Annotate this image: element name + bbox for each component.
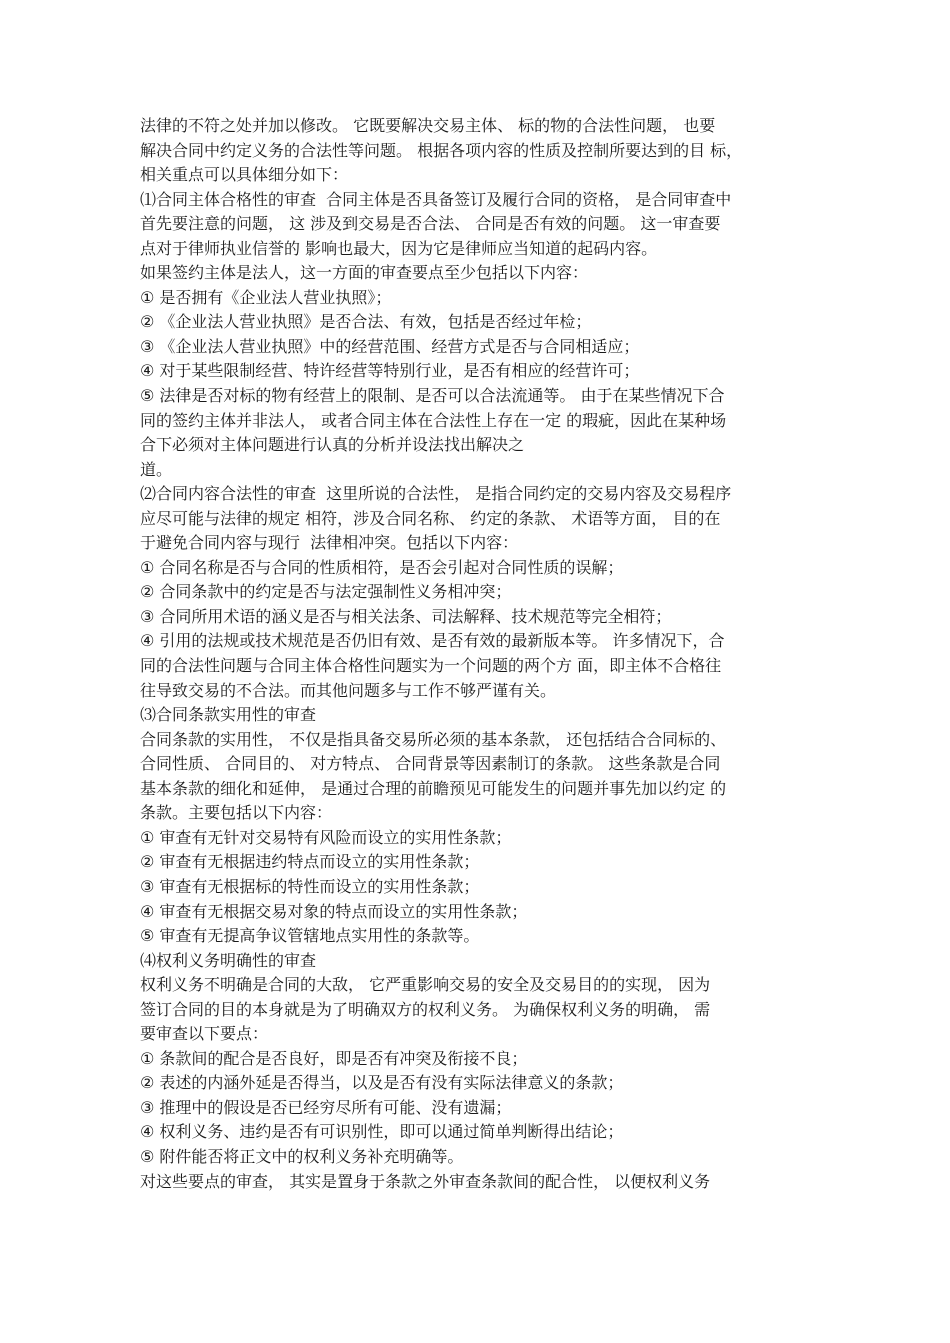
list-item: ③ 合同所用术语的涵义是否与相关法条、司法解释、技术规范等完全相符；: [140, 606, 672, 626]
list-item: ② 合同条款中的约定是否与法定强制性义务相冲突；: [140, 582, 512, 602]
text-line: 首先要注意的问题， 这 涉及到交易是否合法、 合同是否有效的问题。 这一审查要: [140, 214, 721, 234]
text-line: 合下必须对主体问题进行认真的分析并设法找出解决之: [140, 435, 525, 455]
text-line: 合同条款的实用性， 不仅是指具备交易所必须的基本条款， 还包括结合合同标的、: [140, 729, 727, 749]
list-item: ② 表述的内涵外延是否得当，以及是否有没有实际法律意义的条款；: [140, 1073, 624, 1093]
list-item: ① 是否拥有《企业法人营业执照》；: [140, 287, 392, 307]
document-page: [140, 114, 815, 1194]
list-item: ③ 审查有无根据标的特性而设立的实用性条款；: [140, 876, 480, 896]
list-item: ④ 权利义务、违约是否有可识别性，即可以通过简单判断得出结论；: [140, 1122, 624, 1142]
text-line: 权利义务不明确是合同的大敌， 它严重影响交易的安全及交易目的的实现， 因为: [140, 975, 711, 995]
text-line: 于避免合同内容与现行 法律相冲突。包括以下内容：: [140, 533, 519, 553]
text-line: 应尽可能与法律的规定 相符，涉及合同名称、 约定的条款、 术语等方面， 目的在: [140, 508, 721, 528]
text-line: 基本条款的细化和延伸， 是通过合理的前瞻预见可能发生的问题并事先加以约定 的: [140, 778, 727, 798]
text-line: 对这些要点的审查， 其实是置身于条款之外审查条款间的配合性， 以便权利义务: [140, 1171, 711, 1191]
text-line: 同的合法性问题与合同主体合格性问题实为一个问题的两个方 面，即主体不合格往: [140, 656, 722, 676]
list-item: ② 审查有无根据违约特点而设立的实用性条款；: [140, 852, 480, 872]
list-item: ① 条款间的配合是否良好，即是否有冲突及衔接不良；: [140, 1048, 528, 1068]
text-line: 相关重点可以具体细分如下：: [140, 165, 349, 185]
section-heading-4: ⑷权利义务明确性的审查: [140, 950, 317, 970]
list-item: ⑤ 附件能否将正文中的权利义务补充明确等。: [140, 1146, 464, 1166]
list-item: ③ 推理中的假设是否已经穷尽所有可能、没有遗漏；: [140, 1097, 512, 1117]
list-item: ④ 引用的法规或技术规范是否仍旧有效、是否有效的最新版本等。 许多情况下，合: [140, 631, 725, 651]
list-item: ⑤ 法律是否对标的物有经营上的限制、是否可以合法流通等。 由于在某些情况下合: [140, 386, 725, 406]
text-line: 点对于律师执业信誉的 影响也最大，因为它是律师应当知道的起码内容。: [140, 238, 658, 258]
text-line: 如果签约主体是法人，这一方面的审查要点至少包括以下内容：: [140, 263, 589, 283]
text-line: 合同性质、 合同目的、 对方特点、 合同背景等因素制订的条款。 这些条款是合同: [140, 754, 721, 774]
text-line: 同的签约主体并非法人， 或者合同主体在合法性上存在一定 的瑕疵，因此在某种场: [140, 410, 727, 430]
list-item: ① 合同名称是否与合同的性质相符，是否会引起对合同性质的误解；: [140, 557, 624, 577]
list-item: ③ 《企业法人营业执照》中的经营范围、经营方式是否与合同相适应；: [140, 336, 640, 356]
text-line: 法律的不符之处并加以修改。 它既要解决交易主体、 标的物的合法性问题， 也要: [140, 116, 716, 135]
text-line: 要审查以下要点：: [140, 1024, 269, 1044]
list-item: ② 《企业法人营业执照》是否合法、有效，包括是否经过年检；: [140, 312, 592, 332]
list-item: ④ 审查有无根据交易对象的特点而设立的实用性条款；: [140, 901, 528, 921]
list-item: ⑤ 审查有无提高争议管辖地点实用性的条款等。: [140, 926, 480, 946]
section-heading-1: ⑴合同主体合格性的审查 合同主体是否具备签订及履行合同的资格， 是合同审查中: [140, 189, 732, 209]
text-line: 往导致交易的不合法。而其他问题多与工作不够严谨有关。: [140, 680, 557, 700]
list-item: ① 审查有无针对交易特有风险而设立的实用性条款；: [140, 827, 512, 847]
list-item: ④ 对于某些限制经营、特许经营等特别行业，是否有相应的经营许可；: [140, 361, 640, 381]
section-heading-2: ⑵合同内容合法性的审查 这里所说的合法性， 是指合同约定的交易内容及交易程序: [140, 484, 732, 504]
section-heading-3: ⑶合同条款实用性的审查: [140, 705, 317, 725]
text-line: 签订合同的目的本身就是为了明确双方的权利义务。 为确保权利义务的明确， 需: [140, 999, 711, 1019]
text-line: 道。: [140, 459, 173, 479]
text-line: 条款。主要包括以下内容：: [140, 803, 333, 823]
text-line: 解决合同中约定义务的合法性等问题。 根据各项内容的性质及控制所要达到的目 标，: [140, 140, 743, 160]
